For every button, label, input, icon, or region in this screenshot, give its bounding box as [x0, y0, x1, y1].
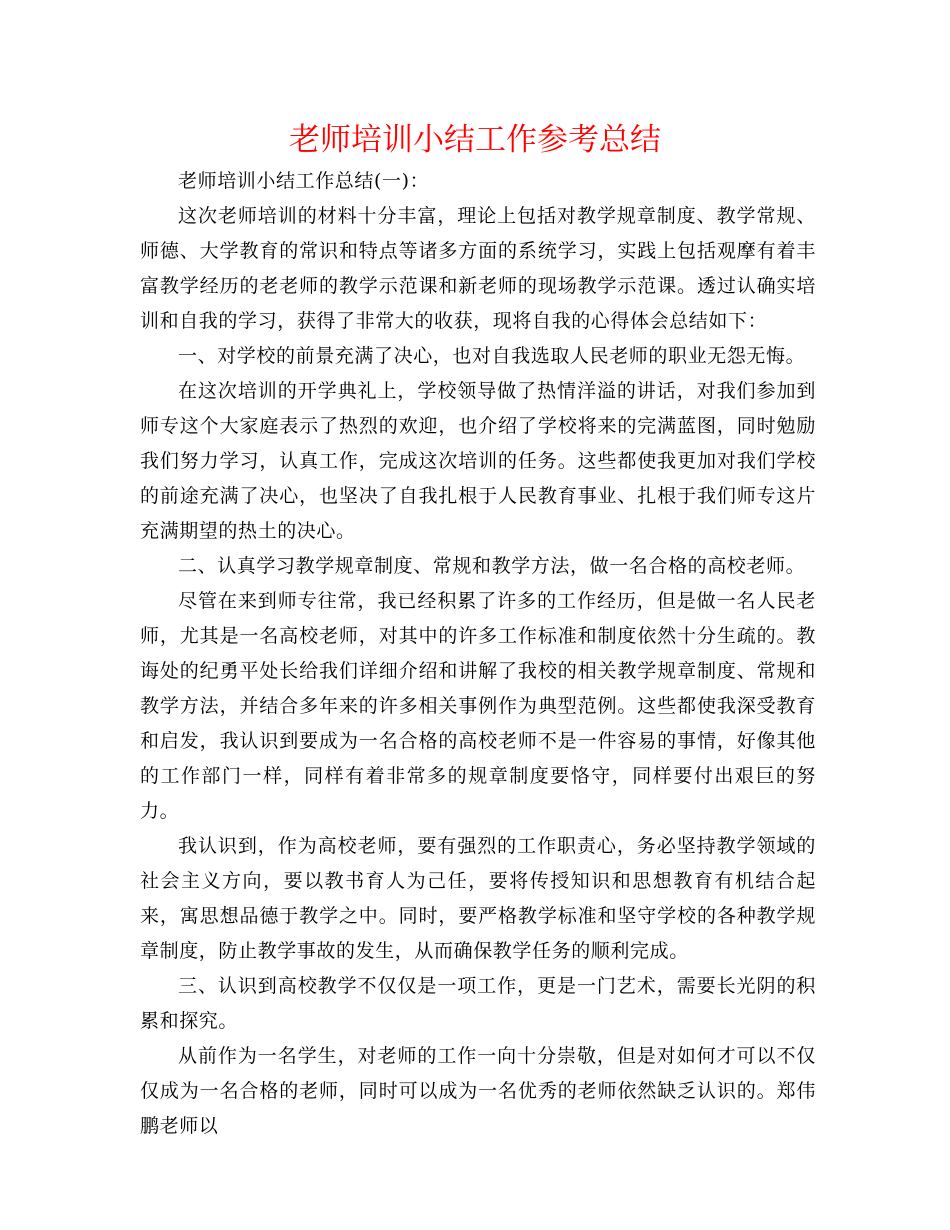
- document-title: 老师培训小结工作参考总结: [289, 122, 661, 158]
- paragraph: 我认识到，作为高校老师，要有强烈的工作职责心，务必坚持教学领域的社会主义方向，要以教书育人为己任，要将传授知识和思想教育有机结合起来，寓思想品德于教学之中。同时，要严格教学标准和坚守学校的各种教学规章制度，防止教学事故的发生，从而确保教学任务的顺利完成。: [140, 835, 816, 962]
- paragraph: 三、认识到高校教学不仅仅是一项工作，更是一门艺术，需要长光阴的积累和探究。: [140, 975, 816, 1032]
- paragraph: 二、认真学习教学规章制度、常规和教学方法，做一名合格的高校老师。: [178, 555, 806, 577]
- document-body: [140, 164, 816, 1144]
- paragraph: 在这次培训的开学典礼上，学校领导做了热情洋溢的讲话，对我们参加到师专这个大家庭表示了热烈的欢迎，也介绍了学校将来的完满蓝图，同时勉励我们努力学习，认真工作，完成这次培训的任务。这些都使我更加对我们学校的前途充满了决心，也坚决了自我扎根于人民教育事业、扎根于我们师专这片充满期望的热土的决心。: [140, 380, 816, 542]
- paragraph: 这次老师培训的材料十分丰富，理论上包括对教学规章制度、教学常规、师德、大学教育的常识和特点等诸多方面的系统学习，实践上包括观摩有着丰富教学经历的老老师的教学示范课和新老师的现场教学示范课。透过认确实培训和自我的学习，获得了非常大的收获，现将自我的心得体会总结如下：: [140, 205, 816, 332]
- paragraph: 尽管在来到师专往常，我已经积累了许多的工作经历，但是做一名人民老师，尤其是一名高校老师，对其中的许多工作标准和制度依然十分生疏的。教诲处的纪勇平处长给我们详细介绍和讲解了我校的相关教学规章制度、常规和教学方法，并结合多年来的许多相关事例作为典型范例。这些都使我深受教育和启发，我认识到要成为一名合格的高校老师不是一件容易的事情，好像其他的工作部门一样，同样有着非常多的规章制度要恪守，同样要付出艰巨的努力。: [140, 590, 816, 822]
- paragraph: 老师培训小结工作总结(一)：: [178, 170, 430, 192]
- paragraph: 从前作为一名学生，对老师的工作一向十分崇敬，但是对如何才可以不仅仅成为一名合格的老师，同时可以成为一名优秀的老师依然缺乏认识的。郑伟鹏老师以: [140, 1045, 816, 1137]
- paragraph: 一、对学校的前景充满了决心，也对自我选取人民老师的职业无怨无悔。: [178, 345, 806, 367]
